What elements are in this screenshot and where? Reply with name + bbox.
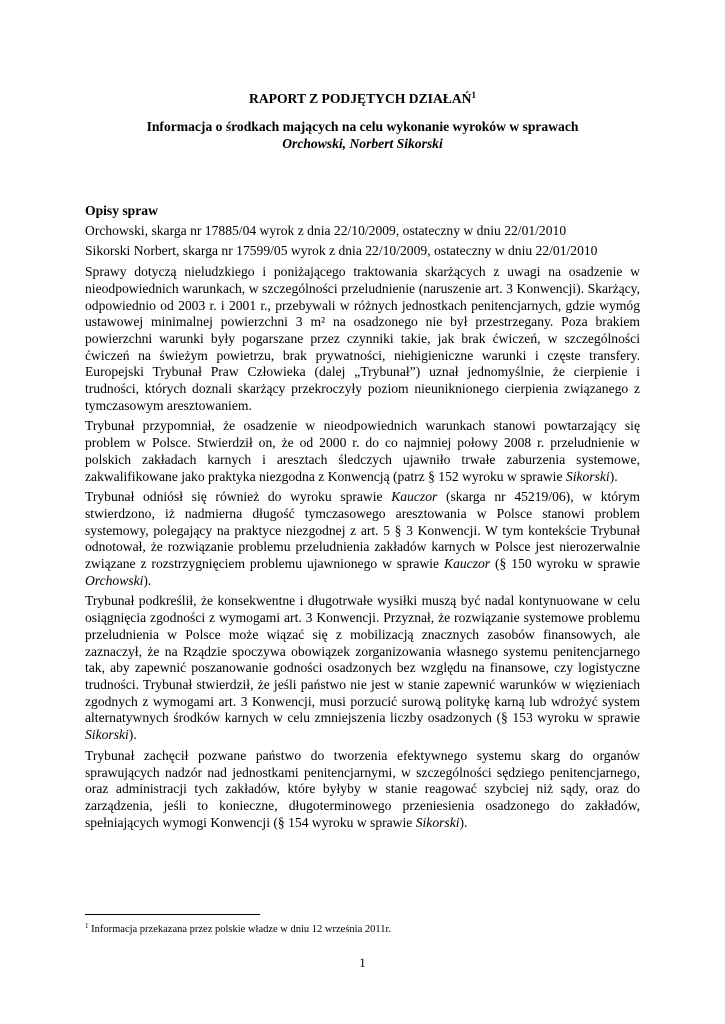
subtitle-case-names bbox=[85, 135, 640, 152]
paragraph-systemic-problem bbox=[85, 418, 640, 485]
paragraph-text: Trybunał odniósł się również do wyroku sprawie bbox=[85, 489, 392, 505]
document-subtitle bbox=[85, 118, 640, 152]
footnote-text: Informacja przekazana przez polskie władze w dniu 12 września 2011r. bbox=[88, 924, 392, 935]
case-line-sikorski: Sikorski Norbert, skarga nr 17599/05 wyrok z dnia 22/10/2009, ostateczny w dniu 22/01/2010 bbox=[85, 243, 598, 259]
title-footnote-mark: 1 bbox=[471, 90, 476, 100]
paragraph-text: (skarga nr 45219/06), w którym stwierdzono, iż nadmierna długość tymczasowego aresztowania w Polsce stanowi problem systemowy, polegający na praktyce niezgodnej z art. 5 § 3 Konwencji. W tym kontekście Trybunał odnotował, że rozwiązanie problemu przeludnienia zakładów karnych w Polsce jest nierozerwalnie związane z rozstrzygnięciem problemu ujawnionego w sprawie bbox=[85, 489, 640, 572]
paragraph-text: ). bbox=[128, 727, 137, 743]
document-body bbox=[85, 203, 640, 835]
case-name-italic: Kauczor bbox=[444, 556, 491, 572]
page-number: 1 bbox=[359, 956, 366, 970]
paragraph-text: ). bbox=[143, 572, 152, 588]
case-name-italic: Sikorski bbox=[565, 468, 610, 484]
case-name-italic: Kauczor bbox=[391, 489, 438, 505]
paragraph-text: ). bbox=[459, 814, 468, 830]
case-name-italic: Orchowski bbox=[85, 572, 144, 588]
paragraph-efforts bbox=[85, 593, 640, 743]
subtitle-name-separator: , bbox=[342, 136, 350, 151]
title-text: RAPORT Z PODJĘTYCH DZIAŁAŃ bbox=[249, 91, 472, 106]
footnote bbox=[85, 920, 640, 936]
case-name-italic: Sikorski bbox=[85, 727, 129, 743]
paragraph-case-summary: Sprawy dotyczą nieludzkiego i poniżającego traktowania skarżących z uwagi na osadzenie w nieodpowiednich warunkach, w szczególności przeludnienie (naruszenie art. 3 Konwencji). Skarżący, odpowiednio od 2003 r. i 2001 r., przebywali w różnych jednostkach penitencjarnych, gdzie wymóg ustawowej minimalnej powierzchni 3 m² na osadzonego nie był przestrzegany. Poza brakiem powierzchni warunki były pogarszane przez czynniki takie, jak brak ćwiczeń, w szczególności ćwiczeń na świeżym powietrzu, brak prywatności, niehigieniczne warunki i częste transfery. Europejski Trybunał Praw Człowieka (dalej „Trybunał”) uznał jednomyślnie, że cierpienie i trudności, których doznali skarżący przekroczyły poziom nieuniknionego cierpienia związanego z tymczasowym aresztowaniem. bbox=[85, 264, 640, 413]
paragraph-text: Trybunał podkreślił, że konsekwentne i długotrwałe wysiłki muszą być nadal kontynuowane w celu osiągnięcia zgodności z wymogami art. 3 Konwencji. Przyznał, że rozwiązanie systemowe problemu przeludnienia w Polsce może wiązać się z mobilizacją znacznych zasobów finansowych, ale zaznaczył, że na Rządzie spoczywa obowiązek zorganizowania własnego systemu penitencjarnego tak, aby zapewnić poszanowanie godności osadzonych bez względu na finansowe, czy logistyczne trudności. Trybunał stwierdził, że jeśli państwo nie jest w stanie zapewnić warunków w więzieniach zgodnych z wymogami art. 3 Konwencji, musi porzucić surową politykę karną lub wdrożyć system alternatywnych środków karnych w celu zmniejszenia liczby osadzonych (§ 153 wyroku w sprawie bbox=[85, 593, 640, 726]
paragraph-text: Trybunał zachęcił pozwane państwo do tworzenia efektywnego systemu skarg do organów sprawujących nadzór nad jednostkami penitencjarnymi, w szczególności sędziego penitencjarnego, oraz administracji tych zakładów, które byłyby w stanie reagować szybciej niż sądy, oraz do zarządzenia, jeśli to konieczne, długoterminowego przeniesienia osadzonego do zakładów, spełniających wymogi Konwencji (§ 154 wyroku w sprawie bbox=[85, 747, 640, 830]
section-heading: Opisy spraw bbox=[85, 203, 158, 218]
document-title bbox=[85, 86, 640, 108]
paragraph-complaints-system bbox=[85, 748, 640, 832]
footnote-divider bbox=[85, 914, 260, 915]
paragraph-text: ). bbox=[609, 468, 618, 484]
case-line-orchowski: Orchowski, skarga nr 17885/04 wyrok z dnia 22/10/2009, ostateczny w dniu 22/01/2010 bbox=[85, 222, 567, 238]
paragraph-text: (§ 150 wyroku w sprawie bbox=[490, 556, 640, 572]
footnote-mark: 1 bbox=[85, 922, 89, 930]
paragraph-kauczor bbox=[85, 489, 640, 589]
subtitle-name-orchowski: Orchowski bbox=[282, 136, 343, 151]
subtitle-line: Informacja o środkach mających na celu wykonanie wyroków w sprawach bbox=[146, 119, 579, 134]
subtitle-name-sikorski: Norbert Sikorski bbox=[349, 136, 443, 151]
case-name-italic: Sikorski bbox=[415, 814, 460, 830]
paragraph-text: Trybunał przypomniał, że osadzenie w nieodpowiednich warunkach stanowi powtarzający się problem w Polsce. Stwierdził on, że od 2000 r. do co najmniej połowy 2008 r. przeludnienie w polskich zakładach karnych i aresztach śledczych ujawniło trwałe zaburzenia systemowe, zakwalifikowane jako praktyka niezgodna z Konwencją (patrz § 152 wyroku w sprawie bbox=[85, 418, 640, 484]
